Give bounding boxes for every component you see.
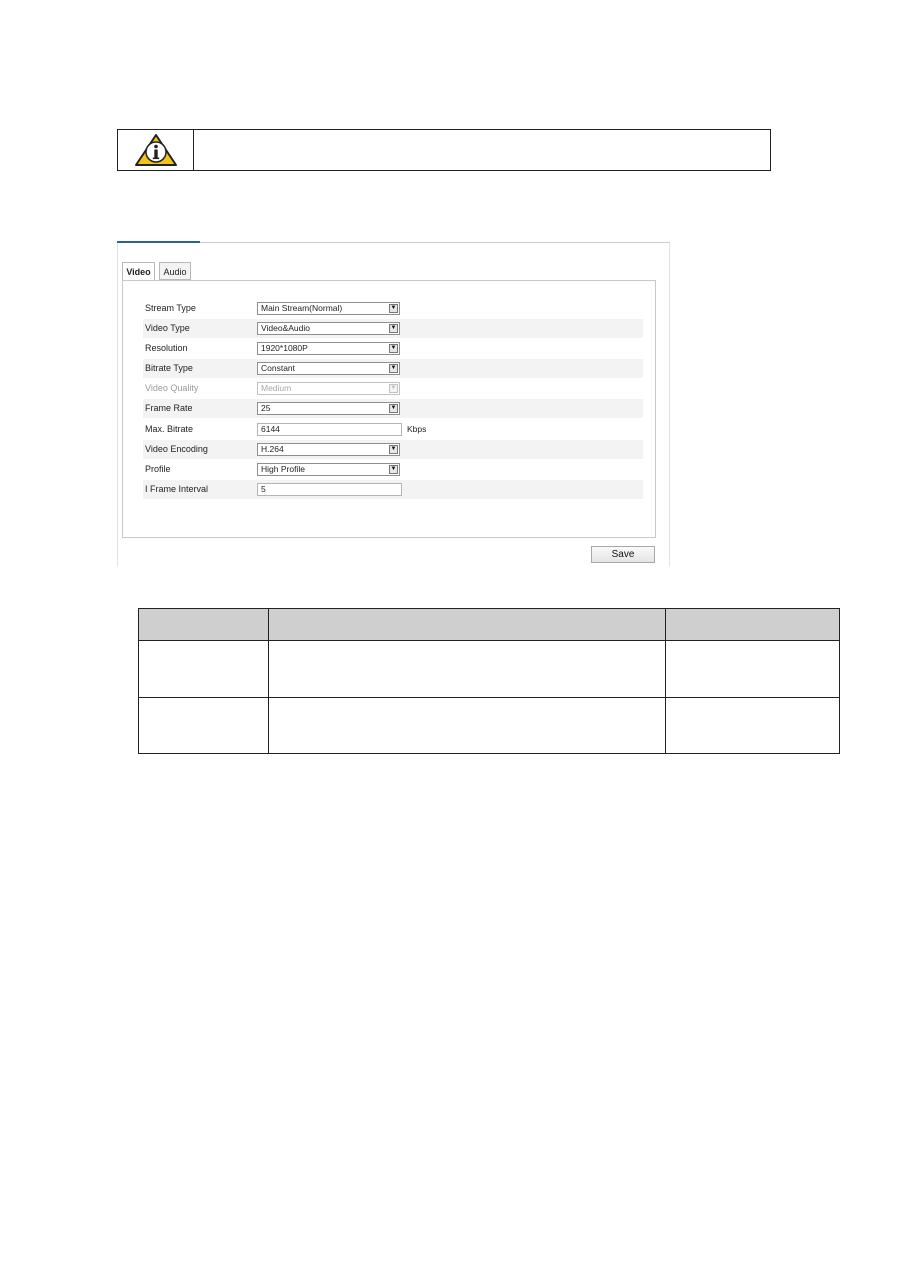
chevron-down-icon: ▼ [390,345,397,351]
notice-icon-cell [118,130,194,170]
video-quality-select [257,382,400,395]
tab-video[interactable]: Video [122,262,155,281]
max-bitrate-label: Max. Bitrate [145,424,194,434]
row-bitrate-type [143,359,643,378]
frame-rate-value: 25 [261,403,271,413]
row-frame-rate [143,399,643,418]
video-settings-panel [117,240,670,567]
parameter-table [138,608,840,754]
chevron-down-icon: ▼ [390,405,397,411]
video-quality-value: Medium [261,383,292,393]
bitrate-type-select[interactable] [257,362,400,375]
i-frame-interval-input[interactable]: 5 [257,483,402,496]
table-header-row [139,609,839,641]
video-type-value: Video&Audio [261,323,310,333]
resolution-label: Resolution [145,343,188,353]
tab-audio[interactable]: Audio [159,262,191,280]
max-bitrate-input[interactable]: 6144 [257,423,402,436]
stream-type-label: Stream Type [145,303,196,313]
frame-rate-select[interactable] [257,402,400,415]
video-quality-label: Video Quality [145,383,199,393]
table-header-cell [139,609,269,640]
video-settings-form [122,280,656,538]
panel-top-accent [117,241,200,243]
info-warning-icon [134,133,178,167]
panel-left-border [117,243,118,567]
i-frame-interval-label: I Frame Interval [145,484,209,494]
video-type-select[interactable] [257,322,400,335]
row-profile [143,460,643,479]
row-video-quality [143,379,643,398]
table-cell [139,698,268,753]
notice-text [194,130,770,170]
resolution-value: 1920*1080P [261,343,308,353]
video-encoding-value: H.264 [261,444,284,454]
panel-right-border [669,243,670,567]
bitrate-type-value: Constant [261,363,296,373]
table-cell [269,641,665,697]
chevron-down-icon: ▼ [390,325,397,331]
video-encoding-select[interactable] [257,443,400,456]
chevron-down-icon: ▼ [390,365,397,371]
stream-type-select[interactable] [257,302,400,315]
profile-label: Profile [145,464,171,474]
chevron-down-icon: ▼ [390,466,397,472]
video-encoding-label: Video Encoding [145,444,208,454]
row-stream-type [143,299,643,318]
chevron-down-icon: ▼ [390,305,397,311]
table-header-cell [270,609,665,640]
table-cell [139,641,268,697]
max-bitrate-unit: Kbps [407,424,427,434]
row-video-type [143,319,643,338]
table-cell [666,641,839,697]
row-max-bitrate [143,420,643,439]
chevron-down-icon: ▼ [390,446,397,452]
row-video-encoding [143,440,643,459]
table-cell [666,698,839,753]
bitrate-type-label: Bitrate Type [145,363,193,373]
chevron-down-icon: ▼ [390,385,397,391]
resolution-select[interactable] [257,342,400,355]
table-header-cell [666,609,839,640]
table-cell [269,698,665,753]
video-type-label: Video Type [145,323,190,333]
save-button[interactable]: Save [591,546,655,563]
row-resolution [143,339,643,358]
row-i-frame-interval [143,480,643,499]
profile-select[interactable] [257,463,400,476]
stream-type-value: Main Stream(Normal) [261,303,343,313]
profile-value: High Profile [261,464,305,474]
frame-rate-label: Frame Rate [145,403,193,413]
info-notice [117,129,771,171]
